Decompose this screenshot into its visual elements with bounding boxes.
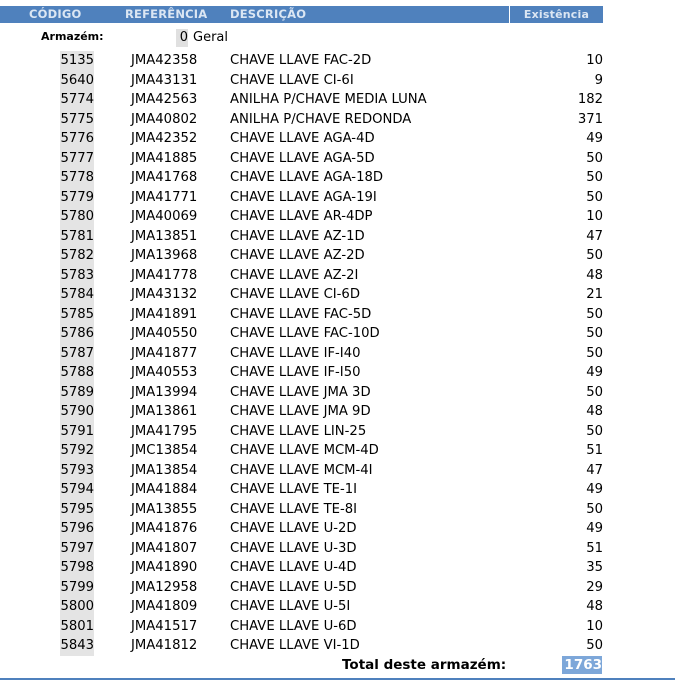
table-row [0, 539, 675, 559]
warehouse-label: Armazém: [41, 30, 104, 43]
item-quantity: 50 [586, 638, 603, 653]
table-row [0, 480, 675, 500]
item-reference: JMA41517 [131, 618, 198, 634]
table-row [0, 441, 675, 461]
item-quantity: 29 [586, 579, 603, 595]
table-row [0, 324, 675, 344]
item-description: CHAVE LLAVE TE-1I [230, 482, 357, 497]
table-row [0, 129, 675, 149]
item-description: CHAVE LLAVE AGA-18D [230, 170, 384, 185]
item-description: CHAVE LLAVE CI-6D [230, 287, 360, 302]
item-reference: JMA42352 [131, 131, 198, 146]
item-quantity: 50 [586, 150, 603, 166]
item-description: CHAVE LLAVE MCM-4D [230, 443, 379, 458]
item-code: 5793 [60, 461, 94, 481]
item-description: CHAVE LLAVE CI-6I [230, 72, 354, 88]
item-description: CHAVE LLAVE AGA-5D [230, 150, 375, 166]
item-code: 5843 [60, 636, 94, 656]
table-row [0, 578, 675, 598]
item-reference: JMA40553 [131, 365, 198, 380]
item-description: CHAVE LLAVE JMA 3D [230, 384, 371, 400]
item-code: 5775 [60, 110, 94, 130]
item-quantity: 10 [586, 618, 603, 634]
item-quantity: 47 [586, 228, 603, 244]
item-quantity: 50 [586, 501, 603, 517]
item-code: 5782 [60, 246, 94, 266]
item-description: CHAVE LLAVE JMA 9D [230, 404, 371, 419]
item-code: 5135 [60, 51, 94, 71]
item-code: 5797 [60, 539, 94, 559]
item-description: CHAVE LLAVE MCM-4I [230, 462, 373, 478]
item-reference: JMA13861 [131, 404, 198, 419]
table-row [0, 285, 675, 305]
item-description: CHAVE LLAVE U-6D [230, 618, 357, 634]
item-reference: JMA13854 [131, 462, 198, 478]
item-reference: JMA41809 [131, 599, 198, 614]
item-quantity: 48 [586, 267, 603, 283]
table-row [0, 110, 675, 130]
item-code: 5774 [60, 90, 94, 110]
item-code: 5796 [60, 519, 94, 539]
item-quantity: 51 [586, 443, 603, 458]
item-code: 5786 [60, 324, 94, 344]
item-quantity: 50 [586, 306, 603, 322]
table-row [0, 188, 675, 208]
table-row [0, 90, 675, 110]
table-row [0, 402, 675, 422]
item-reference: JMA41877 [131, 345, 198, 361]
table-row [0, 305, 675, 325]
item-reference: JMA41768 [131, 170, 198, 185]
item-code: 5801 [60, 617, 94, 637]
table-row [0, 168, 675, 188]
table-row [0, 344, 675, 364]
item-description: CHAVE LLAVE AZ-1D [230, 228, 365, 244]
item-quantity: 49 [586, 365, 603, 380]
item-code: 5792 [60, 441, 94, 461]
stock-table-body [0, 51, 675, 656]
item-reference: JMA41795 [131, 423, 198, 439]
item-code: 5783 [60, 266, 94, 286]
table-header [0, 6, 603, 23]
item-reference: JMA40802 [131, 111, 198, 127]
item-reference: JMA13855 [131, 501, 198, 517]
item-code: 5784 [60, 285, 94, 305]
item-reference: JMA41891 [131, 306, 198, 322]
table-row [0, 617, 675, 637]
table-row [0, 71, 675, 91]
item-description: CHAVE LLAVE AZ-2I [230, 267, 359, 283]
item-code: 5785 [60, 305, 94, 325]
item-reference: JMA41807 [131, 540, 198, 556]
item-quantity: 371 [577, 111, 603, 127]
table-row [0, 149, 675, 169]
item-reference: JMA12958 [131, 579, 198, 595]
item-quantity: 50 [586, 170, 603, 185]
item-reference: JMA43131 [131, 72, 198, 88]
item-description: CHAVE LLAVE AZ-2D [230, 248, 365, 263]
column-header-descricao: DESCRIÇÃO [230, 7, 307, 21]
item-code: 5780 [60, 207, 94, 227]
item-reference: JMA13994 [131, 384, 198, 400]
table-row [0, 519, 675, 539]
item-description: CHAVE LLAVE IF-I40 [230, 345, 361, 361]
column-header-referencia: REFERÊNCIA [125, 7, 208, 21]
column-header-codigo: CÓDIGO [29, 7, 82, 21]
table-row [0, 461, 675, 481]
item-description: CHAVE LLAVE FAC-2D [230, 53, 372, 68]
item-reference: JMA41884 [131, 482, 198, 497]
item-reference: JMA41778 [131, 267, 198, 283]
item-quantity: 50 [586, 189, 603, 205]
table-row [0, 636, 675, 656]
item-description: CHAVE LLAVE FAC-10D [230, 326, 380, 341]
item-description: CHAVE LLAVE U-2D [230, 521, 357, 536]
item-description: CHAVE LLAVE AGA-4D [230, 131, 375, 146]
table-row [0, 51, 675, 71]
item-quantity: 9 [594, 72, 603, 88]
item-description: CHAVE LLAVE U-4D [230, 560, 357, 575]
item-code: 5781 [60, 227, 94, 247]
table-row [0, 227, 675, 247]
item-description: ANILHA P/CHAVE REDONDA [230, 111, 412, 127]
item-description: CHAVE LLAVE TE-8I [230, 501, 357, 517]
item-quantity: 50 [586, 384, 603, 400]
item-code: 5800 [60, 597, 94, 617]
item-quantity: 48 [586, 404, 603, 419]
table-row [0, 597, 675, 617]
item-quantity: 182 [577, 92, 603, 107]
warehouse-name: Geral [193, 30, 228, 45]
column-header-existencia: Existência [509, 6, 603, 23]
item-description: CHAVE LLAVE U-5D [230, 579, 357, 595]
item-reference: JMA41771 [131, 189, 198, 205]
item-quantity: 47 [586, 462, 603, 478]
table-row [0, 383, 675, 403]
item-reference: JMA41890 [131, 560, 198, 575]
item-code: 5776 [60, 129, 94, 149]
item-code: 5791 [60, 422, 94, 442]
item-code: 5795 [60, 500, 94, 520]
item-reference: JMA13968 [131, 248, 198, 263]
item-reference: JMA43132 [131, 287, 198, 302]
item-description: ANILHA P/CHAVE MEDIA LUNA [230, 92, 427, 107]
item-description: CHAVE LLAVE FAC-5D [230, 306, 372, 322]
item-quantity: 49 [586, 482, 603, 497]
item-description: CHAVE LLAVE VI-1D [230, 638, 360, 653]
table-row [0, 207, 675, 227]
item-quantity: 35 [586, 560, 603, 575]
item-quantity: 50 [586, 326, 603, 341]
item-reference: JMC13854 [131, 443, 198, 458]
item-reference: JMA42358 [131, 53, 198, 68]
item-reference: JMA42563 [131, 92, 198, 107]
item-quantity: 51 [586, 540, 603, 556]
table-row [0, 558, 675, 578]
item-quantity: 10 [586, 53, 603, 68]
item-code: 5640 [60, 71, 94, 91]
item-quantity: 21 [586, 287, 603, 302]
item-code: 5794 [60, 480, 94, 500]
item-code: 5777 [60, 149, 94, 169]
warehouse-code: 0 [176, 29, 188, 47]
item-reference: JMA40550 [131, 326, 198, 341]
item-description: CHAVE LLAVE U-3D [230, 540, 357, 556]
item-code: 5790 [60, 402, 94, 422]
item-description: CHAVE LLAVE U-5I [230, 599, 351, 614]
item-quantity: 50 [586, 248, 603, 263]
item-code: 5778 [60, 168, 94, 188]
item-code: 5779 [60, 188, 94, 208]
item-reference: JMA40069 [131, 209, 198, 224]
item-code: 5788 [60, 363, 94, 383]
item-reference: JMA41885 [131, 150, 198, 166]
item-reference: JMA13851 [131, 228, 198, 244]
total-value: 1763 [562, 656, 602, 674]
total-label: Total deste armazém: [342, 657, 507, 673]
item-quantity: 48 [586, 599, 603, 614]
item-description: CHAVE LLAVE AR-4DP [230, 209, 373, 224]
item-quantity: 50 [586, 345, 603, 361]
item-quantity: 49 [586, 131, 603, 146]
item-description: CHAVE LLAVE AGA-19I [230, 189, 377, 205]
item-quantity: 49 [586, 521, 603, 536]
item-code: 5789 [60, 383, 94, 403]
item-reference: JMA41876 [131, 521, 198, 536]
item-reference: JMA41812 [131, 638, 198, 653]
item-code: 5799 [60, 578, 94, 598]
item-description: CHAVE LLAVE LIN-25 [230, 423, 367, 439]
table-row [0, 246, 675, 266]
table-row [0, 363, 675, 383]
item-code: 5787 [60, 344, 94, 364]
table-row [0, 266, 675, 286]
item-quantity: 50 [586, 423, 603, 439]
table-row [0, 422, 675, 442]
item-code: 5798 [60, 558, 94, 578]
item-description: CHAVE LLAVE IF-I50 [230, 365, 361, 380]
table-row [0, 500, 675, 520]
item-quantity: 10 [586, 209, 603, 224]
